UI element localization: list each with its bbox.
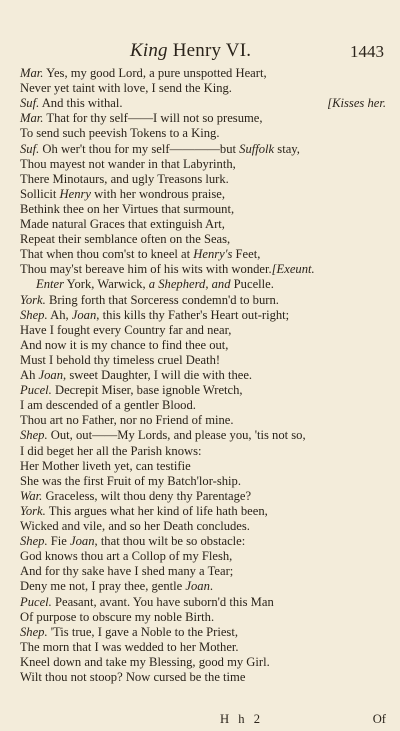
speaker-name: Suf. bbox=[20, 141, 40, 156]
line-text: , this kills thy Father's Heart out-right; bbox=[96, 307, 290, 322]
speaker-name: York. bbox=[20, 292, 46, 307]
italic-text: Henry's bbox=[193, 247, 233, 262]
running-head-roman: Henry VI. bbox=[172, 40, 252, 61]
line-text: I did beget her all the Parish knows: bbox=[20, 443, 202, 458]
line-text: Bethink thee on her Virtues that surmount, bbox=[20, 201, 235, 216]
italic-text: Joan bbox=[71, 307, 97, 322]
speaker-name: Shep. bbox=[20, 534, 48, 549]
line-text: . bbox=[209, 579, 214, 594]
line-text: Ah, bbox=[47, 307, 72, 322]
line-text: That for thy self——I will not so presume, bbox=[43, 111, 263, 126]
line-text: stay, bbox=[274, 141, 300, 156]
line-text: Graceless, wilt thou deny thy Parentage? bbox=[42, 488, 252, 503]
line-text: Yes, my good Lord, a pure unspotted Heart, bbox=[43, 66, 267, 80]
speaker-name: York. bbox=[20, 503, 46, 518]
line-text: Made natural Graces that extinguish Art, bbox=[20, 217, 225, 231]
line-text: Bring forth that Sorceress condemn'd to burn. bbox=[45, 292, 279, 307]
line-text: Must I behold thy timeless cruel Death! bbox=[20, 352, 221, 367]
line-text: 'Tis true, I gave a Noble to the Priest, bbox=[47, 624, 238, 639]
line-text: Wicked and vile, and so her Death concludes. bbox=[20, 519, 250, 533]
line-text: Feet, bbox=[232, 247, 261, 262]
line-text: Pucelle. bbox=[230, 277, 274, 292]
line-text: This argues what her kind of life hath been, bbox=[45, 503, 268, 518]
speaker-name: Pucel. bbox=[20, 594, 52, 609]
page-header bbox=[0, 40, 400, 64]
italic-text: a Shepherd, and bbox=[148, 277, 231, 292]
speaker-name: Suf. bbox=[20, 96, 40, 111]
page-number: 1443 bbox=[350, 42, 384, 61]
line-text: The morn that I was wedded to her Mother. bbox=[20, 639, 239, 654]
line-text: , that thou wilt be so obstacle: bbox=[94, 534, 246, 549]
line-text: And this withal. bbox=[39, 96, 123, 111]
speaker-name: Mar. bbox=[20, 66, 44, 80]
italic-text: Henry bbox=[59, 186, 92, 201]
line-text: Her Mother liveth yet, can testifie bbox=[20, 458, 191, 473]
italic-text: Joan bbox=[70, 534, 95, 549]
line-text: And for thy sake have I shed many a Tear; bbox=[20, 564, 234, 579]
line-text: Of purpose to obscure my noble Birth. bbox=[20, 609, 215, 624]
line-text: I am descended of a gentler Blood. bbox=[20, 398, 196, 413]
line-text: Repeat their semblance often on the Seas, bbox=[20, 232, 231, 247]
speaker-name: Pucel. bbox=[20, 383, 52, 398]
line-text: Thou may'st bereave him of his wits with wonder. bbox=[20, 262, 272, 277]
line-text: Decrepit Miser, base ignoble Wretch, bbox=[51, 383, 243, 398]
italic-text: Joan bbox=[38, 368, 64, 382]
line-text: Wilt thou not stoop? Now cursed be the time bbox=[20, 670, 246, 684]
line-text: Ah bbox=[20, 368, 39, 382]
line-text: Fie bbox=[47, 534, 71, 549]
speaker-name: Shep. bbox=[20, 624, 48, 639]
line-text: God knows thou art a Collop of my Flesh, bbox=[20, 549, 233, 564]
line-text: To send such peevish Tokens to a King. bbox=[20, 126, 220, 141]
line-text: Have I fought every Country far and near, bbox=[20, 322, 232, 337]
stage-direction: [Kisses her. bbox=[327, 96, 386, 111]
line-text: Sollicit bbox=[20, 186, 60, 201]
speaker-name: War. bbox=[20, 488, 43, 503]
line-text: Oh wer't thou for my self————but bbox=[39, 141, 240, 156]
line-text: Peasant, avant. You have suborn'd this Man bbox=[51, 594, 274, 609]
italic-text: Suffolk bbox=[239, 141, 275, 156]
speaker-name: Enter bbox=[36, 277, 64, 292]
line-text: York, Warwick, bbox=[63, 277, 149, 292]
line-text: Out, out——My Lords, and please you, 'tis not so, bbox=[47, 428, 306, 443]
running-head bbox=[130, 40, 251, 62]
line-text: And now it is my chance to find thee out, bbox=[20, 337, 229, 352]
line-text: Thou art no Father, nor no Friend of mine. bbox=[20, 413, 234, 428]
line-text: She was the first Fruit of my Batch'lor-ship. bbox=[20, 473, 241, 488]
line-text: with her wondrous praise, bbox=[91, 186, 225, 201]
line-text: Kneel down and take my Blessing, good my Girl. bbox=[20, 654, 270, 669]
running-head-italic: King bbox=[130, 40, 168, 61]
speaker-name: Mar. bbox=[20, 111, 44, 126]
line-text: Thou mayest not wander in that Labyrinth, bbox=[20, 156, 236, 171]
line-text: Deny me not, I pray thee, gentle bbox=[20, 579, 186, 594]
signature-mark: H h 2 bbox=[220, 712, 263, 726]
speaker-name: Shep. bbox=[20, 428, 48, 443]
line-text: There Minotaurs, and ugly Treasons lurk. bbox=[20, 171, 229, 186]
stage-direction: [Exeunt. bbox=[271, 262, 315, 277]
catchword: Of bbox=[372, 712, 386, 726]
line-text: Never yet taint with love, I send the King. bbox=[20, 81, 232, 96]
speaker-name: Shep. bbox=[20, 307, 48, 322]
italic-text: Joan bbox=[185, 579, 210, 594]
line-text: , sweet Daughter, I will die with thee. bbox=[63, 368, 253, 382]
text-line bbox=[20, 668, 386, 687]
line-text: That when thou com'st to kneel at bbox=[20, 247, 194, 262]
